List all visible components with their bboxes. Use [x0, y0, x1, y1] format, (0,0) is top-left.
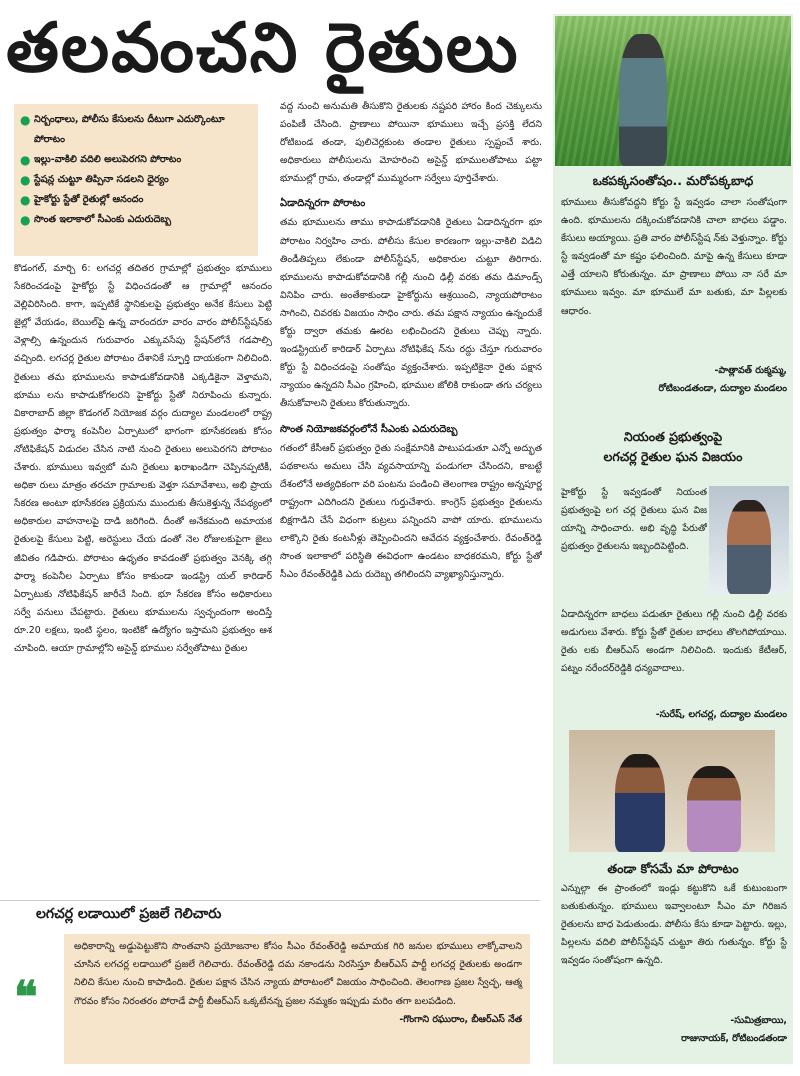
quote-signature-2: -సురేష్, లగచర్ల, దుద్యాల మండలం: [655, 709, 787, 720]
page-headline: తలవంచని రైతులు: [6, 9, 520, 88]
quote-title-3: తండా కోసమే మా పోరాటం: [607, 861, 739, 876]
quote-text-1: భూములు తీసుకోవద్దని కోర్టు స్టే ఇవ్వడం చాలా సంతోషంగా ఉంది. భూములను దక్కించుకోవడానికి చాలా బాధలు పడ్డాం. కేసులు అయ్యాయి. ప్రతి వారం పోలీస్‌స్టేష న్‌కు వెళ్తున్నాం. కోర్టు స్టే ఇవ్వడంతో మా కష్టం ఫలించింది. మాపై ఉన్న కేసులు కూడా ఎత్తే యాలని కోరుతున్నం. మా ప్రాణాలు పోయి నా సరే మా భూములు ఇవ్వం. మా భూములే మా బతుకు, మా పిల్లలకు ఆధారం.: [561, 197, 787, 317]
quote-text-3: ఎన్నుల్గా ఈ ప్రాంతంలో ఇండ్లు కట్టుకొని ఒకే కుటుంబంగా బతుకుతున్నం. భూములు ఇవ్వాలంటూ సీఎం మా గిరిజన రైతులను బాధ పెడుతుండు. పోలీసు కేసు కూడా పెట్టారు. ఇల్లు, పిల్లలను వదిలి పోలీస్‌స్టేషన్ చుట్టూ తిరు గుతున్నం. కోర్టు స్టే ఇవ్వడం సంతోషంగా ఉన్నది.: [561, 883, 787, 967]
highlight-item: ● నిర్బంధాలు, పోలీసు కేసులను దీటుగా ఎదుర్కొంటూ పోరాటం: [20, 110, 252, 150]
article-column-1: కొడంగల్, మార్చి 6: లగచర్ల తదితర గ్రామాల్లో ప్రభుత్వం భూములు సేకరించడంపై హైకోర్టు స్టే విధించడంతో ఆ గ్రామాల్లో ఆనందం వెల్లివిరిసింది. కాగా, ఇప్పటికే స్థానికులపై ప్రభుత్వం అనేక కేసులు పెట్టి జైల్లో వేయడం, బెయిల్‌పై ఉన్న వారందరూ వారం వారం పోలీస్‌స్టేషన్‌కు వెళ్లాల్సి ఉన్నందున గురువారం ఎక్కువసేపు స్టేషన్‌లోనే గడపాల్సి వచ్చింది. లగచర్ల రైతుల పోరాటం దేశానికే స్ఫూర్తి దాయకంగా నిలిచింది. రైతులు తమ భూములను కాపాడుకోవడానికి ఎక్కడికైనా వెళ్తామని, భూము లను కాపాడుకోగలరని హైకోర్టు స్టేతో నిరూపించు కున్నారు. వికారాబాద్ జిల్లా కొడంగల్ నియోజక వర్గం దుద్యాల మండలంలో రాష్ట్ర ప్రభుత్వం ఫార్మా కంపెనీల ఏర్పాటులో భాగంగా భూసేకరణకు కోసం నోటిఫికేషన్ విడుదల చేసిన నాటి నుంచి రైతులు అలుపెరగని పోరాటం చేశారు. భూములు ఇవ్వబో మని రైతులు ఖరాఖండిగా చెప్పినప్పటికీ, అధికా రులు మాత్రం తరచూ గ్రామాలకు వెళ్తూ సమావేశాలు, అభి ప్రాయ సేకరణ అంటూ భూసేకరణ ప్రక్రియను ముందుకు తీసుకెళ్తున్న నేపథ్యంలో అధికారుల వాహనాలపై దాడి జరిగింది. దీంతో అనేకమంది అమాయక రైతులపై కేసులు పెట్టి, అరెస్టులు చేయ డంతో నెల రోజులకుపైగా జైలు జీవితం గడిపారు. పోరాటం ఉధృతం కావడంతో ప్రభుత్వం వెనక్కి తగ్గి ఫార్మా కంపెనీల ఏర్పాటు కోసం కాకుండా ఇండస్ట్రి యల్ కారిడార్ ఏర్పాటుకు నోటిఫికేషన్ జారీచే సింది. భూ సేకరణ కోసం అధికారులు సర్వే పనులు చేపట్టారు. రైతులు భూములను స్వచ్ఛందంగా అందిస్తే రూ.20 లక్షలు, ఇంటి స్థలం, ఇంటికో ఉద్యోగం ఇస్తామని ప్రభుత్వం ఆశ చూపింది. ఆయా గ్రామాల్లోని అసైన్డ్ భూముల సర్వేతోపాటు రైతుల: [14, 263, 272, 654]
highlight-item: ● ఇల్లు-వాకిలి వదిలి అలుపెరగని పోరాటం: [20, 150, 252, 170]
quote-title-2b: లగచర్ల రైతుల ఘన విజయం: [603, 449, 743, 464]
bullet-icon: ●: [20, 173, 31, 187]
bullet-icon: ●: [20, 113, 31, 127]
quote-text-2a: హైకోర్టు స్టే ఇవ్వడంతో నియంత ప్రభుత్వంపై లగ చర్ల రైతులు ఘన విజ యాన్ని సాధించారు. అభి వృద్ధి పేరుతో ప్రభుత్వం రైతులను ఇబ్బందిపెట్టింది.: [561, 487, 707, 553]
article-paragraph: తమ భూములను తాము కాపాడుకోవడానికి రైతులు ఏడాదిన్నరగా భూ పోరాటం నిర్వహిం చారు. పోలీసు కేసుల కారణంగా ఇల్లు-వాకిలి విడిచి తిండీతిప్పలు లేకుండా పోలీస్‌స్టేషన్, అధికారుల చుట్టూ తిరిగారు. భూములను కాపాడుకోవడానికి గల్లీ నుంచి ఢిల్లీ వరకు తమ డిమాండ్స్ వినిపిం చారు. అంతేకాకుండా హైకోర్టును ఆశ్రయించి, న్యాయపోరాటం సాగించి, చివరకు విజయం సాధిం చారు. తమ పక్షాన న్యాయం ఉన్నందుకే కోర్టు ద్వారా తమకు ఊరట లభించిందని రైతులు చెప్పు న్నారు. ఇండస్ట్రియల్ కారిడార్ ఏర్పాటు నోటిఫికేష న్‌ను రద్దు చేస్తూ గురువారం కోర్టు స్టే విధించడంపై సంతోషం వ్యక్తంచేశారు. ఇప్పటికైనా రైతు పక్షాన న్యాయం ఉన్నదని సీఎం గ్రహించి, భూముల జోలికి రాకుండా తగు చర్యలు తీసుకోవాలని రైతులు కోరుతున్నారు.: [280, 217, 542, 410]
subheading-struggle: ఏడాదిన్నరగా పోరాటం: [280, 198, 366, 210]
bullet-icon: ●: [20, 213, 31, 227]
quote-signature-3: -సుమిత్రబాయి,: [730, 1015, 787, 1026]
highlight-item: ● హైకోర్టు స్టేతో రైతుల్లో ఆనందం: [20, 190, 252, 210]
quote-mark-icon: ❝: [14, 972, 38, 1023]
leader-quote-box: [64, 934, 530, 1064]
couple-photo: [569, 730, 775, 852]
farmer-photo: [555, 16, 791, 166]
highlight-item: ● స్టేషన్ల చుట్టూ తిప్పినా సడలని ధైర్యం: [20, 170, 252, 190]
subheading-cm-setback: సొంత నియోజకవర్గంలోనే సీఎంకు ఎదురుదెబ్బ: [280, 423, 458, 435]
article-paragraph: గతంలో కేసీఆర్ ప్రభుత్వం రైతు సంక్షేమానికి పాటుపడుతూ ఎన్నో అద్భుత పథకాలను అమలు చేసి వ్యవసాయాన్ని పండుగలా చేసిందని, కాబట్టే దేశంలోనే అత్యధికంగా వరి పంటను పండించి తెలంగాణ రాష్ట్రం అన్నపూర్ణ రాష్ట్రంగా ఎదిగిందని రైతులు గుర్తుచేశారు. కాంగ్రెస్ ప్రభుత్వం రైతులను బిక్షగాడిని చేసే విధంగా కుట్రలు పన్నిందని వాపో యారు. భూములను లాక్కొని రైతు కంటనీళ్లు తెప్పించిందని ఆవేదన వ్యక్తంచేశారు. రేవంత్‌రెడ్డి సొంత ఇలాకాలో పరిస్థితి ఈవిధంగా ఉండటం బాధకరమని, కోర్టు స్టేతో సీఎం రేవంత్‌రెడ్డికి ఎదు రుదెబ్బ తగిలిందని వ్యాఖ్యానిస్తున్నారు.: [280, 442, 542, 581]
quote-text-2b: ఏడాదిన్నరగా బాధలు పడుతూ రైతులు గల్లీ నుంచి ఢిల్లీ వరకు అడుగులు వేశారు. కోర్టు స్టేతో రైతుల బాధలు తొలగిపోయాయి. రైతు లకు బీఆర్ఎస్ అండగా నిలిచింది. ఇందుకు కేటీఆర్, పట్నం నరేందర్‌రెడ్డికి ధన్యవాదాలు.: [561, 609, 787, 675]
highlight-item: ● సొంత ఇలాకాలో సీఎంకు ఎదురుదెబ్బ: [20, 210, 252, 230]
bullet-icon: ●: [20, 153, 31, 167]
leader-quote-text: అధికారాన్ని అడ్డుపెట్టుకొని సొంతవాని ప్రయోజనాల కోసం సీఎం రేవంత్‌రెడ్డి అమాయక గిరి జనుల భూములు లాక్కోవాలని చూసిన లగచర్ల లడాయిలో ప్రజలే గెలిచారు. రేవంత్‌రెడ్డి దమ నకాండను నిరసిస్తూ బీఆర్ఎస్ పార్టీ లగచర్ల రైతులకు అండగా నిలిచి కేసుల నుంచి కాపాడింది. రైతుల పక్షాన చేసిన న్యాయ పోరాటంలో విజయం సాధించింది. తెలంగాణ ప్రజల స్వేచ్ఛ, ఆత్మ గౌరవం కోసం నిరంతరం పోరాడే పార్టీ బీఆర్ఎస్ ఒక్కటేనన్న ప్రజల నమ్మకం ఇప్పుడు మరిం తగా బలపడింది.: [74, 941, 522, 1007]
quote-title-2a: నియంత ప్రభుత్వంపై: [623, 429, 723, 444]
quote-location-3: రాజునాయక్, రోటిబండతండా: [681, 1033, 787, 1044]
bullet-icon: ●: [20, 193, 31, 207]
quote-signature-1: -పాత్లావత్ రుక్మమ్మ,: [714, 365, 787, 376]
highlights-box: [14, 104, 258, 256]
sidebar-quotes: [553, 14, 793, 1064]
quote-headline: లగచర్ల లడాయిలో ప్రజలే గెలిచారు: [36, 906, 222, 922]
suresh-photo: [709, 486, 789, 594]
article-paragraph: వద్ద నుంచి అనుమతి తీసుకొని రైతులకు నష్టపరి హారం కింద చెక్కులను పంపిణీ చేసింది. ప్రాణాలు పోయినా భూములు ఇచ్చే ప్రసక్తి లేదని రోటిబండ తండా, పులిచెర్లకుంట తండాల రైతులు స్పష్టంచే శారు. అధికారులు పోలీసులను మోహరించి అసైన్డ్ భూములతోపాటు పట్టా భూముల్లో గ్రామ, తండాల్లో ముమ్మరంగా సర్వేలు పూర్తిచేశారు.: [280, 101, 542, 185]
quote-location-1: రోటిబండతండా, దుద్యాల మండలం: [658, 383, 787, 394]
farmer-figure: [619, 34, 667, 166]
quote-title-1: ఒకపక్కసంతోషం.. మరోపక్కబాధ: [592, 173, 754, 188]
article-column-2: [280, 98, 542, 898]
leader-quote-signature: -గొంగాని రఘురాం, బీఆర్ఎస్ నేత: [399, 1013, 522, 1025]
